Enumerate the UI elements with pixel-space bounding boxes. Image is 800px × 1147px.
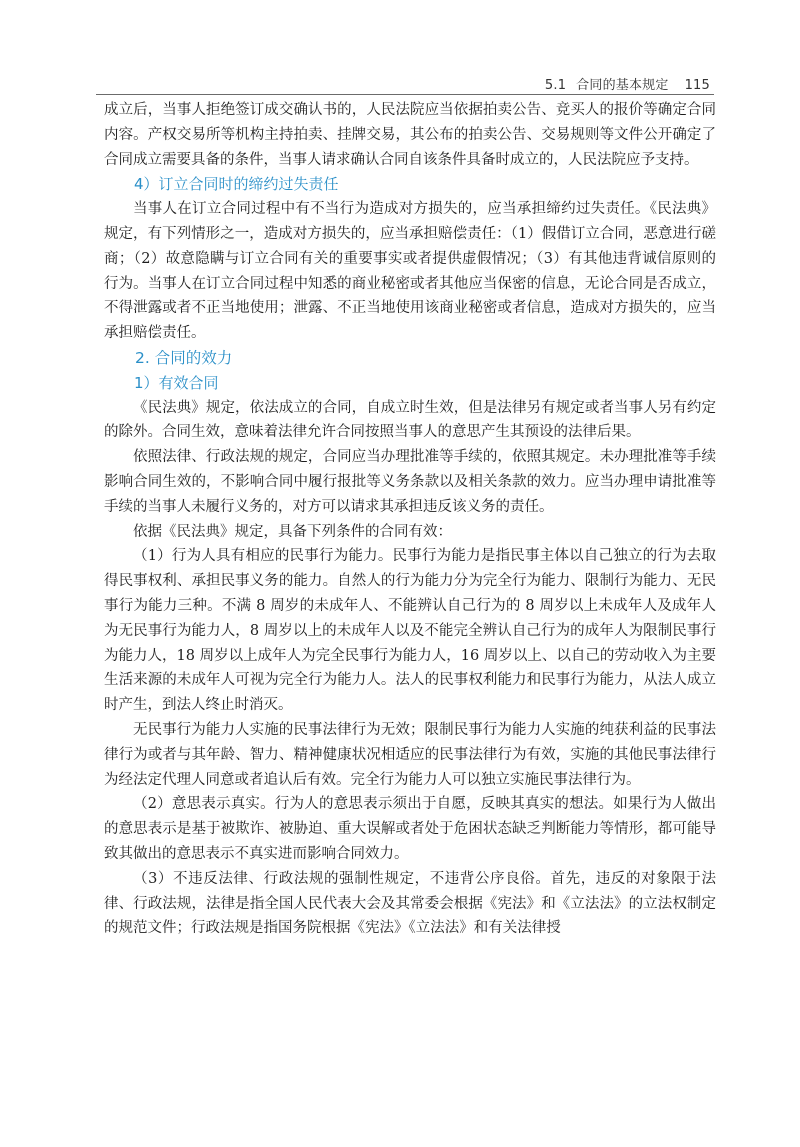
paragraph-condition-1: （1）行为人具有相应的民事行为能力。民事行为能力是指民事主体以自己独立的行为去取得民事权利、承担民事义务的能力。自然人的行为能力分为完全行为能力、限制行为能力、无民事行为能力三种。不满 8 周岁的未成年人、不能辨认自己行为的 8 周岁以上未成年人及成年人为无民事行为能力人，8 周岁以上的未成年人以及不能完全辨认自己行为的成年人为限制民事行为能力人，18 周岁以上成年人为完全民事行为能力人，16 周岁以上、以自己的劳动收入为主要生活来源的未成年人可视为完全行为能力人。法人的民事权利能力和民事行为能力，从法人成立时产生，到法人终止时消灭。 [104, 548, 716, 714]
header-section-title: 合同的基本规定 [576, 78, 669, 93]
paragraph: 依照法律、行政法规的规定，合同应当办理批准等手续的，依照其规定。未办理批准等手续影响合同生效的，不影响合同中履行报批等义务条款以及相关条款的效力。应当办理申请批准等手续的当事人未履行义务的，对方可以请求其承担违反该义务的责任。 [104, 449, 716, 515]
page-body [104, 98, 716, 941]
paragraph: 无民事行为能力人实施的民事法律行为无效；限制民事行为能力人实施的纯获利益的民事法律行为或者与其年龄、智力、精神健康状况相适应的民事法律行为有效，实施的其他民事法律行为经法定代理人同意或者追认后有效。完全行为能力人可以独立实施民事法律行为。 [104, 721, 716, 788]
running-header [545, 74, 710, 93]
paragraph-continued: 成立后，当事人拒绝签订成交确认书的，人民法院应当依据拍卖公告、竞买人的报价等确定合同内容。产权交易所等机构主持拍卖、挂牌交易，其公布的拍卖公告、交易规则等文件公开确定了合同成立需要具备的条件，当事人请求确认合同自该条件具备时成立的，人民法院应予支持。 [104, 102, 716, 168]
header-rule [96, 94, 714, 95]
header-section-number: 5.1 [544, 78, 567, 93]
section-heading-contract-validity: 2. 合同的效力 [135, 348, 233, 367]
paragraph: 当事人在订立合同过程中有不当行为造成对方损失的，应当承担缔约过失责任。《民法典》规定，有下列情形之一，造成对方损失的，应当承担赔偿责任：（1）假借订立合同，恶意进行磋商；（2）故意隐瞒与订立合同有关的重要事实或者提供虚假情况；（3）有其他违背诚信原则的行为。当事人在订立合同过程中知悉的商业秘密或者其他应当保密的信息，无论合同是否成立，不得泄露或者不正当地使用；泄露、不正当地使用该商业秘密或者信息，造成对方损失的，应当承担赔偿责任。 [104, 201, 716, 342]
paragraph-condition-3: （3）不违反法律、行政法规的强制性规定，不违背公序良俗。首先，违反的对象限于法律、行政法规，法律是指全国人民代表大会及其常委会根据《宪法》和《立法法》的立法权制定的规范文件；行政法规是指国务院根据《宪法》《立法法》和有关法律授 [104, 870, 716, 937]
subheading-precontract-liability: 4）订立合同时的缔约过失责任 [134, 175, 339, 194]
paragraph: 依据《民法典》规定，具备下列条件的合同有效： [133, 523, 452, 540]
subheading-valid-contract: 1）有效合同 [134, 373, 219, 392]
paragraph-condition-2: （2）意思表示真实。行为人的意思表示须出于自愿，反映其真实的想法。如果行为人做出的意思表示是基于被欺诈、被胁迫、重大误解或者处于危困状态缺乏判断能力等情形，都可能导致其做出的意思表示不真实进而影响合同效力。 [104, 796, 716, 862]
paragraph: 《民法典》规定，依法成立的合同，自成立时生效，但是法律另有规定或者当事人另有约定的除外。合同生效，意味着法律允许合同按照当事人的意思产生其预设的法律后果。 [104, 399, 716, 441]
page-number: 115 [684, 78, 710, 93]
